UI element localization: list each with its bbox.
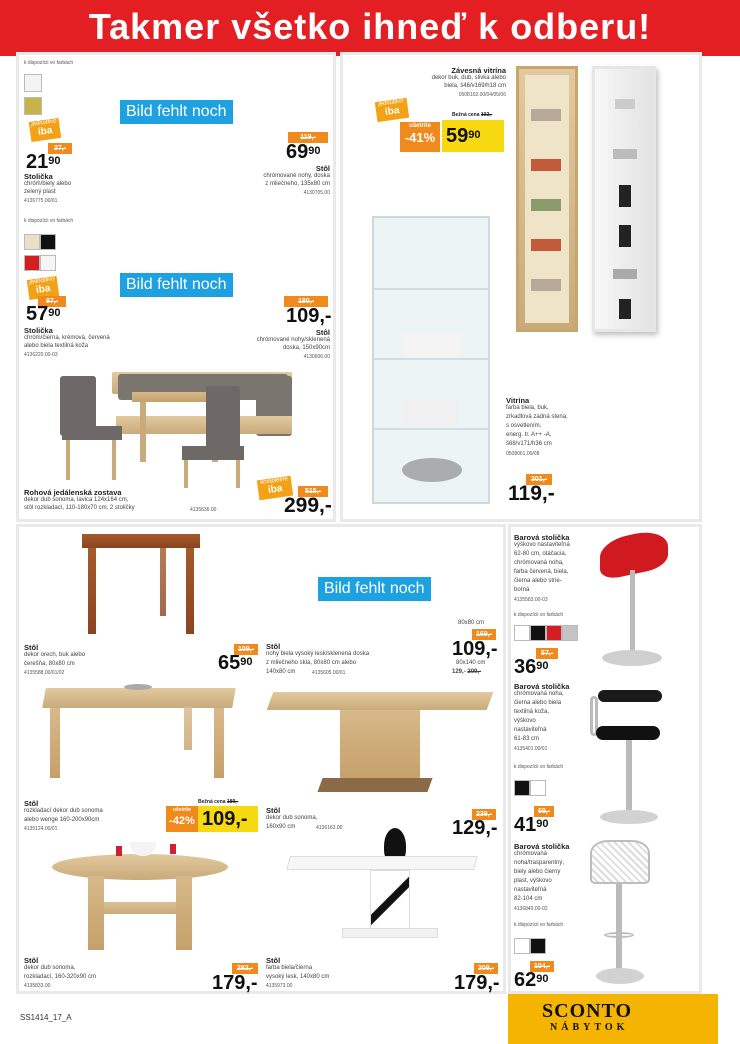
brand-subtitle: NÁBYTOK: [550, 1022, 629, 1033]
product-desc: s osvetlením,: [506, 423, 542, 429]
old-price: 97,-: [38, 296, 66, 307]
square-table-image: [82, 534, 202, 634]
product-code: 4135605.00/01: [312, 670, 346, 676]
product-desc: dekor dub sonoma, lavica 124x164 cm,: [24, 497, 129, 503]
product-desc: chróm/čierna, krémová, červená: [24, 335, 110, 341]
product-name: Stôl: [24, 956, 39, 965]
product-desc: 140x80 cm: [266, 669, 296, 675]
product-desc: textilná koža,: [514, 709, 550, 715]
product-desc: výškovo nastaviteľná: [514, 542, 570, 548]
product-name: Stôl: [315, 164, 330, 173]
color-swatches: [514, 780, 546, 801]
product-desc: čierna alebo strie-: [514, 578, 562, 584]
swatch-white[interactable]: [40, 255, 56, 271]
swatch-white[interactable]: [514, 938, 530, 954]
x-base-table-image: [288, 826, 478, 946]
iba-badge: jednotlivo iba: [29, 118, 61, 142]
product-code: 4135401.00/01: [514, 746, 548, 752]
product-desc: chrómovaná: [514, 851, 548, 857]
product-desc: dekor buk, dub, slivka alebo: [431, 75, 506, 81]
product-name: Vitrína: [506, 396, 530, 405]
swatch-white[interactable]: [530, 780, 546, 796]
old-price: 37,-: [48, 143, 72, 154]
brand-logo: SCONTO: [542, 1000, 633, 1022]
price: $36^{90}$: [514, 656, 549, 678]
product-code: 4135973.00: [266, 983, 293, 989]
swatch-silver[interactable]: [562, 625, 578, 641]
product-desc: chrómovaná noha,: [514, 560, 564, 566]
extendable-table-image: [44, 684, 236, 784]
old-price: 109,-: [234, 644, 258, 655]
product-name: Stôl: [315, 328, 330, 337]
product-code: 4130705.00: [303, 190, 330, 196]
product-desc: dekor orech, buk alebo: [24, 652, 86, 658]
image-placeholder: Bild fehlt noch: [120, 273, 233, 297]
price: $59^{90}$: [442, 120, 504, 152]
product-desc: vysoký lesk, 140x80 cm: [266, 974, 330, 980]
price: 299,-: [284, 494, 332, 517]
product-desc: noha/trasparentný,: [514, 860, 565, 866]
old-price: 282,-: [232, 963, 258, 974]
product-desc: výškovo: [514, 718, 536, 724]
product-code: 4135588.00/01/02: [24, 670, 65, 676]
product-name: Stolička: [24, 326, 53, 335]
old-price: 119,-: [288, 132, 328, 143]
old-price: 180,-: [284, 296, 328, 307]
product-name: Barová stolička: [514, 842, 570, 851]
price: $21^{90}$: [26, 151, 61, 173]
product-desc: farba biela/čierna: [266, 965, 313, 971]
iba-badge: jednotlivo iba: [27, 276, 59, 300]
regular-price: Bežná cena 189,-: [198, 799, 239, 805]
red-bar-stool-image: [596, 530, 672, 670]
page-code: SS1414_17_A: [20, 1013, 72, 1022]
black-bar-stool-image: [586, 686, 670, 830]
product-code: 4136163.00: [316, 825, 343, 831]
price: 119,-: [508, 482, 555, 505]
product-desc: š68/v171/h36 cm: [506, 441, 552, 447]
regular-price: Bežná cena 102,-: [452, 112, 493, 118]
product-desc: chrómovaná noha,: [514, 691, 564, 697]
product-desc: zrkadlová zadná stena,: [506, 414, 568, 420]
product-name: Závesná vitrína: [451, 66, 506, 75]
product-desc: biela, š46/v169/h18 cm: [444, 83, 506, 89]
price: 109,-: [286, 305, 332, 327]
product-name: Stôl: [266, 642, 281, 651]
colors-label: k dispozícii vo farbách: [24, 60, 74, 66]
price-size-2: 129,- 209,-: [452, 669, 482, 675]
price: $41^{90}$: [514, 814, 549, 836]
product-code: 0508061.00/08: [506, 451, 540, 457]
price: $65^{90}$: [218, 652, 253, 674]
product-desc: nohy biela vysoký lesk/sklenená doska: [266, 651, 370, 657]
product-desc: chróm/biely alebo: [24, 181, 72, 187]
product-name: Stôl: [266, 956, 281, 965]
old-price: 515,-: [298, 486, 328, 497]
color-swatches: [24, 234, 64, 276]
colors-label: k dispozícii vo farbách: [514, 764, 564, 770]
product-code: 0508102.00/04/05/06: [458, 92, 506, 98]
old-price: 169,-: [472, 629, 496, 640]
product-desc: chrómované nohy/sklenená: [256, 337, 330, 343]
image-placeholder: Bild fehlt noch: [318, 577, 431, 601]
product-code: 4135583.00-03: [514, 597, 548, 603]
price: 129,-: [452, 817, 498, 839]
swatch-red[interactable]: [24, 255, 40, 271]
product-name: Stôl: [24, 799, 39, 808]
product-name: Barová stolička: [514, 682, 570, 691]
price: $69^{90}$: [286, 141, 321, 163]
swatch-black[interactable]: [40, 234, 56, 250]
colors-label: k dispozícii vo farbách: [24, 218, 74, 224]
product-desc: dekor dub sonoma,: [24, 965, 76, 971]
swatch-black[interactable]: [514, 780, 530, 796]
product-code: 4135636.00: [190, 507, 217, 513]
product-desc: zelený plast: [24, 189, 56, 195]
product-desc: rozkladací dekor dub sonoma: [24, 808, 103, 814]
product-code: 4135833.00: [24, 983, 51, 989]
product-code: 4135124.00/01: [24, 826, 58, 832]
product-code: 4130606.00: [303, 354, 330, 360]
product-desc: nastaviteľná: [514, 727, 547, 733]
wall-vitrine-beech-image: [516, 66, 578, 332]
product-desc: 82-104 cm: [514, 896, 543, 902]
product-code: 4136840.00-02: [514, 906, 548, 912]
product-desc: alebo biela textilná koža: [24, 343, 89, 349]
price: 109,-: [198, 806, 258, 832]
product-name: Stôl: [266, 806, 281, 815]
product-desc: z mliečneho, 135x80 cm: [265, 181, 330, 187]
product-code: 4136775.00/01: [24, 198, 58, 204]
product-name: Rohová jedálenská zostava: [24, 488, 122, 497]
swatch-green[interactable]: [24, 97, 42, 115]
product-desc: 62-80 cm, otáčacia,: [514, 551, 567, 557]
product-desc: čierna alebo biela: [514, 700, 562, 706]
product-desc: alebo wenge 160-200x90cm: [24, 817, 100, 823]
old-price: 57,-: [536, 648, 558, 659]
product-desc: farba červená, biela,: [514, 569, 569, 575]
iba-badge: jednotlivo iba: [375, 98, 409, 122]
swatch-white[interactable]: [514, 625, 530, 641]
swatch-red[interactable]: [546, 625, 562, 641]
product-desc: rozkladací, 160-320x90 cm: [24, 974, 97, 980]
color-swatches: [514, 938, 546, 959]
page-title: Takmer všetko ihneď k odberu!: [88, 6, 652, 47]
price: 179,-: [454, 972, 500, 994]
color-swatches: [24, 74, 42, 120]
product-desc: farba biela, buk,: [506, 405, 549, 411]
product-desc: plast, výškovo: [514, 878, 552, 884]
brand-logo-area: [508, 994, 718, 1044]
transparent-bar-stool-image: [586, 840, 656, 990]
size-label: 80x140 cm: [456, 660, 486, 666]
colors-label: k dispozícii vo farbách: [514, 612, 564, 618]
savings-badge: ušetríte -42%: [166, 806, 198, 832]
price: $57^{90}$: [26, 303, 61, 325]
color-swatches: [514, 625, 578, 646]
swatch-cream[interactable]: [24, 234, 40, 250]
old-price: 239,-: [472, 809, 496, 820]
product-desc: chrómované nohy, doska: [263, 173, 330, 179]
corner-dining-set-image: [56, 366, 296, 492]
swatch-black[interactable]: [530, 938, 546, 954]
size-label: 80x80 cm: [458, 620, 485, 626]
product-code: 4136220.00-03: [24, 352, 58, 358]
old-price: 201,-: [526, 474, 552, 485]
product-desc: nastaviteľná: [514, 887, 547, 893]
product-name: Stôl: [24, 643, 39, 652]
price: $62^{90}$: [514, 969, 549, 991]
pedestal-table-image: [270, 688, 492, 804]
product-desc: čerešňa, 80x80 cm: [24, 661, 75, 667]
old-price: 309,-: [474, 963, 498, 974]
image-placeholder: Bild fehlt noch: [120, 100, 233, 124]
swatch-black[interactable]: [530, 625, 546, 641]
product-desc: energ. tr. A++ -A,: [506, 432, 552, 438]
product-desc: 160x90 cm: [266, 824, 296, 830]
product-name: Barová stolička: [514, 533, 570, 542]
product-desc: borná: [514, 587, 530, 593]
product-desc: dekor dub sonoma,: [266, 815, 318, 821]
product-desc: 61-83 cm: [514, 736, 540, 742]
oval-table-image: [52, 842, 228, 954]
product-desc: z mliečneho skla, 80x80 cm alebo: [266, 660, 357, 666]
old-price: 104,-: [530, 961, 554, 972]
product-desc: doska, 150x90cm: [282, 345, 330, 351]
kompletne-iba-badge: kompletne iba: [257, 476, 293, 501]
swatch-white[interactable]: [24, 74, 42, 92]
colors-label: k dispozícii vo farbách: [514, 922, 564, 928]
wall-vitrine-white-image: [592, 66, 656, 332]
price: 179,-: [212, 972, 258, 994]
glass-vitrine-image: [372, 216, 490, 504]
product-desc: stôl rozkladací, 110-180x70 cm, 2 stoličky: [24, 505, 135, 511]
product-name: Stolička: [24, 172, 53, 181]
product-desc: biely alebo čierny: [514, 869, 561, 875]
savings-badge: ušetríte -41%: [400, 122, 440, 152]
price: 109,-: [452, 638, 498, 660]
old-price: 69,-: [534, 806, 554, 817]
